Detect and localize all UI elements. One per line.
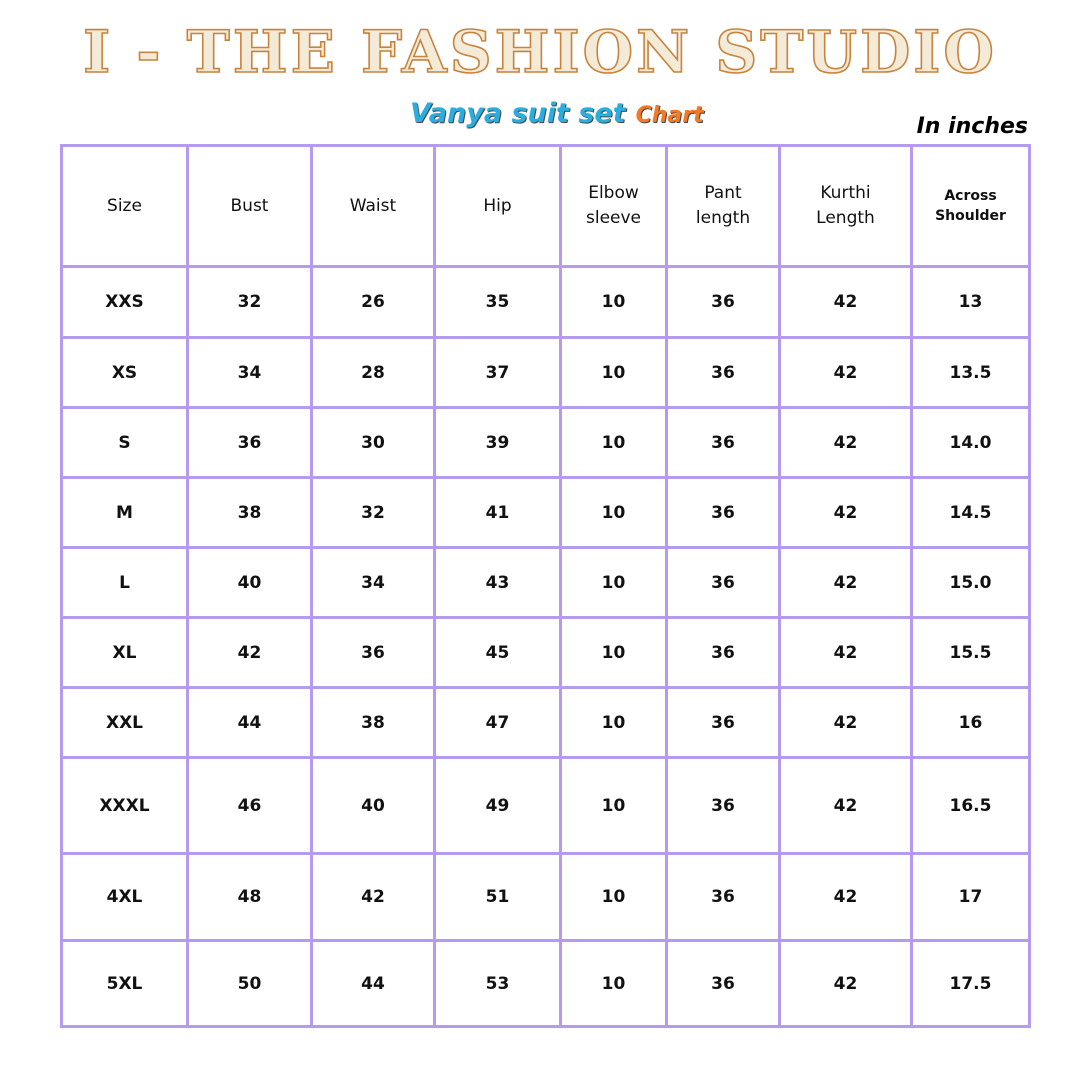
cell-bust: 34 bbox=[188, 338, 312, 408]
cell-elbow-sleeve: 10 bbox=[561, 758, 667, 854]
cell-pant-length: 36 bbox=[667, 618, 780, 688]
size-chart-table bbox=[60, 144, 1031, 1028]
cell-elbow-sleeve: 10 bbox=[561, 478, 667, 548]
cell-waist: 26 bbox=[312, 267, 435, 338]
cell-waist: 44 bbox=[312, 941, 435, 1027]
cell-across-shoulder: 14.0 bbox=[912, 408, 1030, 478]
cell-waist: 28 bbox=[312, 338, 435, 408]
cell-across-shoulder: 16 bbox=[912, 688, 1030, 758]
cell-pant-length: 36 bbox=[667, 548, 780, 618]
cell-bust: 50 bbox=[188, 941, 312, 1027]
header-row bbox=[62, 146, 1030, 267]
header-pant-length: Pant length bbox=[667, 146, 780, 267]
cell-kurthi-length: 42 bbox=[780, 408, 912, 478]
cell-size: M bbox=[62, 478, 188, 548]
cell-size: XXS bbox=[62, 267, 188, 338]
cell-kurthi-length: 42 bbox=[780, 854, 912, 941]
cell-hip: 53 bbox=[435, 941, 561, 1027]
cell-kurthi-length: 42 bbox=[780, 688, 912, 758]
cell-pant-length: 36 bbox=[667, 758, 780, 854]
cell-hip: 37 bbox=[435, 338, 561, 408]
cell-across-shoulder: 17.5 bbox=[912, 941, 1030, 1027]
cell-size: 5XL bbox=[62, 941, 188, 1027]
cell-pant-length: 36 bbox=[667, 941, 780, 1027]
header-elbow-sleeve: Elbow sleeve bbox=[561, 146, 667, 267]
cell-hip: 39 bbox=[435, 408, 561, 478]
cell-size: XXL bbox=[62, 688, 188, 758]
table-row bbox=[62, 267, 1030, 338]
cell-across-shoulder: 13 bbox=[912, 267, 1030, 338]
header-waist: Waist bbox=[312, 146, 435, 267]
cell-waist: 34 bbox=[312, 548, 435, 618]
cell-waist: 42 bbox=[312, 854, 435, 941]
header-across-shoulder: Across Shoulder bbox=[912, 146, 1030, 267]
cell-waist: 36 bbox=[312, 618, 435, 688]
cell-kurthi-length: 42 bbox=[780, 941, 912, 1027]
cell-pant-length: 36 bbox=[667, 408, 780, 478]
cell-elbow-sleeve: 10 bbox=[561, 338, 667, 408]
cell-pant-length: 36 bbox=[667, 854, 780, 941]
cell-elbow-sleeve: 10 bbox=[561, 548, 667, 618]
cell-size: XS bbox=[62, 338, 188, 408]
cell-size: 4XL bbox=[62, 854, 188, 941]
cell-bust: 46 bbox=[188, 758, 312, 854]
cell-kurthi-length: 42 bbox=[780, 338, 912, 408]
cell-kurthi-length: 42 bbox=[780, 478, 912, 548]
cell-bust: 36 bbox=[188, 408, 312, 478]
cell-size: L bbox=[62, 548, 188, 618]
cell-waist: 40 bbox=[312, 758, 435, 854]
cell-elbow-sleeve: 10 bbox=[561, 688, 667, 758]
cell-kurthi-length: 42 bbox=[780, 267, 912, 338]
cell-size: XL bbox=[62, 618, 188, 688]
cell-pant-length: 36 bbox=[667, 478, 780, 548]
header-size: Size bbox=[62, 146, 188, 267]
cell-bust: 38 bbox=[188, 478, 312, 548]
cell-hip: 41 bbox=[435, 478, 561, 548]
cell-bust: 40 bbox=[188, 548, 312, 618]
table-row bbox=[62, 854, 1030, 941]
cell-hip: 43 bbox=[435, 548, 561, 618]
cell-hip: 51 bbox=[435, 854, 561, 941]
cell-kurthi-length: 42 bbox=[780, 548, 912, 618]
cell-waist: 30 bbox=[312, 408, 435, 478]
cell-size: XXXL bbox=[62, 758, 188, 854]
table-row bbox=[62, 941, 1030, 1027]
cell-across-shoulder: 17 bbox=[912, 854, 1030, 941]
cell-bust: 42 bbox=[188, 618, 312, 688]
cell-pant-length: 36 bbox=[667, 267, 780, 338]
cell-hip: 47 bbox=[435, 688, 561, 758]
cell-across-shoulder: 15.5 bbox=[912, 618, 1030, 688]
cell-kurthi-length: 42 bbox=[780, 758, 912, 854]
cell-elbow-sleeve: 10 bbox=[561, 618, 667, 688]
brand-title: I - THE FASHION STUDIO bbox=[83, 18, 997, 86]
units-note: In inches bbox=[916, 114, 1028, 139]
table-row bbox=[62, 548, 1030, 618]
table-row bbox=[62, 478, 1030, 548]
cell-pant-length: 36 bbox=[667, 338, 780, 408]
cell-size: S bbox=[62, 408, 188, 478]
table-row bbox=[62, 618, 1030, 688]
cell-bust: 48 bbox=[188, 854, 312, 941]
chart-subtitle bbox=[410, 98, 704, 138]
cell-elbow-sleeve: 10 bbox=[561, 267, 667, 338]
header-hip: Hip bbox=[435, 146, 561, 267]
cell-elbow-sleeve: 10 bbox=[561, 941, 667, 1027]
table-row bbox=[62, 758, 1030, 854]
cell-kurthi-length: 42 bbox=[780, 618, 912, 688]
cell-hip: 49 bbox=[435, 758, 561, 854]
cell-elbow-sleeve: 10 bbox=[561, 408, 667, 478]
table-row bbox=[62, 408, 1030, 478]
cell-waist: 38 bbox=[312, 688, 435, 758]
cell-waist: 32 bbox=[312, 478, 435, 548]
table-row bbox=[62, 338, 1030, 408]
subtitle-product-name: Vanya suit set bbox=[410, 98, 626, 129]
cell-bust: 44 bbox=[188, 688, 312, 758]
header-kurthi-length: Kurthi Length bbox=[780, 146, 912, 267]
cell-hip: 45 bbox=[435, 618, 561, 688]
cell-elbow-sleeve: 10 bbox=[561, 854, 667, 941]
subtitle-chart-word: Chart bbox=[635, 103, 704, 128]
cell-across-shoulder: 16.5 bbox=[912, 758, 1030, 854]
cell-across-shoulder: 14.5 bbox=[912, 478, 1030, 548]
cell-bust: 32 bbox=[188, 267, 312, 338]
cell-pant-length: 36 bbox=[667, 688, 780, 758]
header-bust: Bust bbox=[188, 146, 312, 267]
cell-across-shoulder: 13.5 bbox=[912, 338, 1030, 408]
cell-hip: 35 bbox=[435, 267, 561, 338]
cell-across-shoulder: 15.0 bbox=[912, 548, 1030, 618]
table-row bbox=[62, 688, 1030, 758]
